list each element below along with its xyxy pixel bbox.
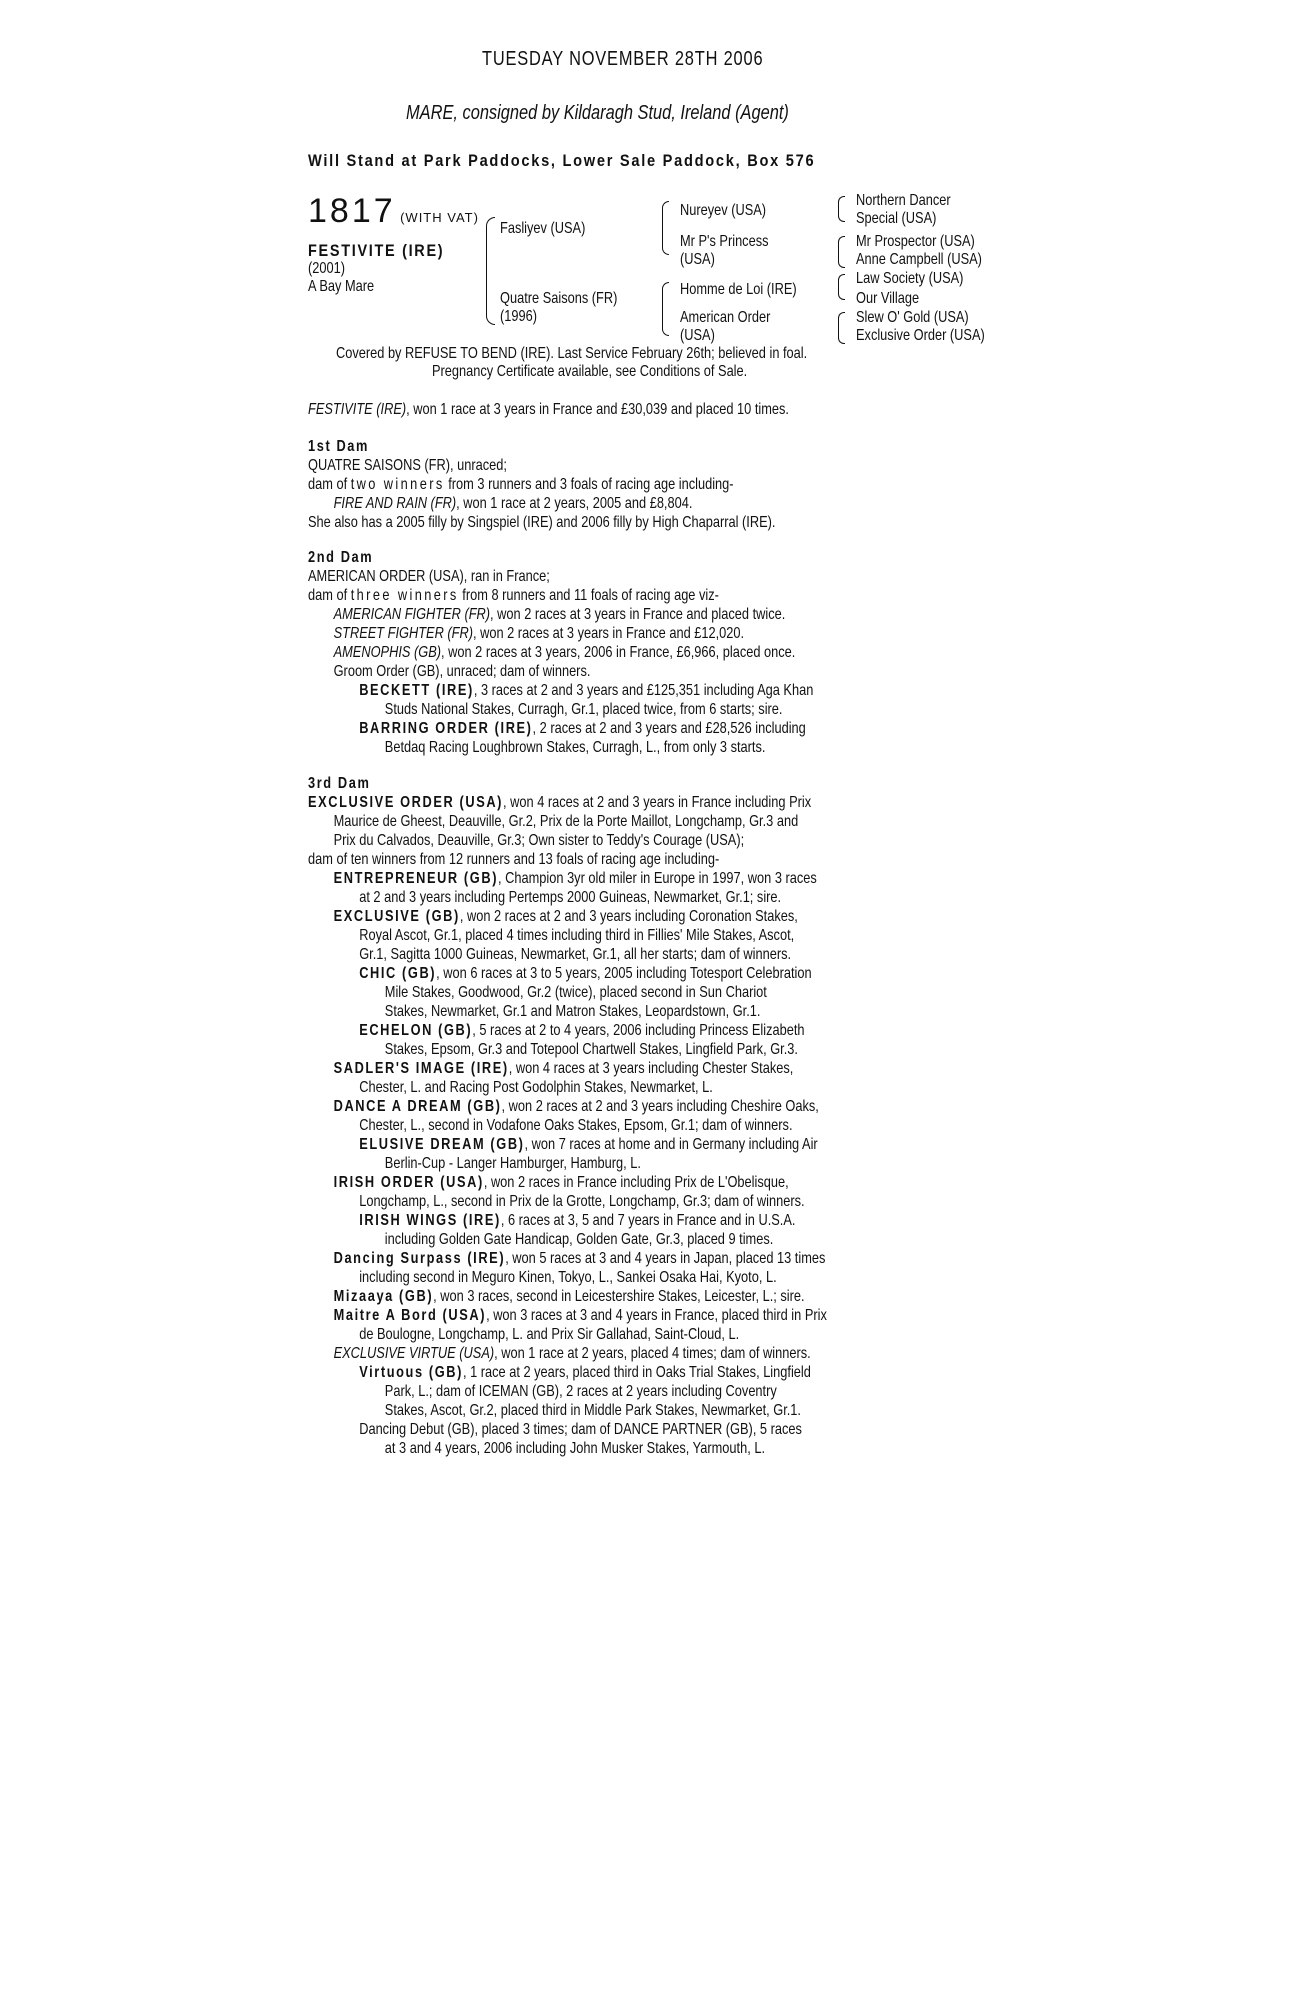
dam: Quatre Saisons (FR) xyxy=(500,290,618,307)
third-dam-line xyxy=(308,1135,827,1154)
third-dam-line xyxy=(308,1211,827,1230)
third-dam-line xyxy=(308,793,827,812)
first-dam-line: QUATRE SAISONS (FR), unraced; xyxy=(308,457,507,474)
text: , 2 races at 2 and 3 years and £28,526 including xyxy=(532,720,806,737)
sire-dam-2: (USA) xyxy=(680,251,715,268)
progeny-name: Virtuous (GB) xyxy=(359,1364,463,1381)
line-text: , won 2 races in France including Prix de L'Obelisque, xyxy=(483,1174,789,1191)
first-dam-line xyxy=(308,475,775,494)
third-dam-line xyxy=(308,1439,827,1458)
third-dam-line xyxy=(308,1059,827,1078)
dam-year: (1996) xyxy=(500,308,537,325)
progeny-name: EXCLUSIVE (GB) xyxy=(333,908,460,925)
third-dam-line xyxy=(308,1078,827,1097)
ancestor-7: Slew O' Gold (USA) xyxy=(856,309,969,326)
line-text: , won 2 races at 2 and 3 years including Cheshire Oaks, xyxy=(501,1098,819,1115)
ancestor-4: Anne Campbell (USA) xyxy=(856,251,982,268)
third-dam-line xyxy=(308,1002,827,1021)
horse-year: (2001) xyxy=(308,260,345,277)
third-dam-line xyxy=(308,1230,827,1249)
second-dam-line: Studs National Stakes, Curragh, Gr.1, placed twice, from 6 starts; sire. xyxy=(384,701,783,718)
line-text: , Champion 3yr old miler in Europe in 1997, won 3 races xyxy=(498,870,817,887)
third-dam-line xyxy=(308,850,827,869)
race-summary xyxy=(308,400,789,419)
text: dam of xyxy=(308,476,351,493)
dam-dam-2: (USA) xyxy=(680,327,715,344)
first-dam-section xyxy=(308,437,775,532)
third-dam-section xyxy=(308,774,827,1458)
vat-note: (WITH VAT) xyxy=(400,210,479,225)
text: , 3 races at 2 and 3 years and £125,351 including Aga Khan xyxy=(473,682,814,699)
horse-description: A Bay Mare xyxy=(308,278,375,295)
progeny-name: AMENOPHIS (GB) xyxy=(333,644,441,661)
progeny-name: SADLER'S IMAGE (IRE) xyxy=(333,1060,509,1077)
pedigree-brace-sire xyxy=(662,201,669,255)
progeny-name: ECHELON (GB) xyxy=(359,1022,473,1039)
third-dam-line xyxy=(308,1154,827,1173)
line-text: , won 2 races at 2 and 3 years including Coronation Stakes, xyxy=(459,908,798,925)
line-text: , 1 race at 2 years, placed third in Oaks Trial Stakes, Lingfield xyxy=(462,1364,811,1381)
line-text: Prix du Calvados, Deauville, Gr.3; Own sister to Teddy's Courage (USA); xyxy=(333,832,745,849)
ancestor-1: Northern Dancer xyxy=(856,192,951,209)
ancestor-8: Exclusive Order (USA) xyxy=(856,327,985,344)
progeny-name: Maitre A Bord (USA) xyxy=(333,1307,487,1324)
third-dam-heading: 3rd Dam xyxy=(308,775,371,792)
third-dam-line xyxy=(308,1382,827,1401)
second-dam-line xyxy=(308,605,813,624)
third-dam-line xyxy=(308,1268,827,1287)
third-dam-line xyxy=(308,1116,827,1135)
progeny-name: EXCLUSIVE ORDER (USA) xyxy=(308,794,504,811)
pedigree-brace-main xyxy=(486,217,495,325)
horse-name: FESTIVITE (IRE) xyxy=(308,241,445,260)
pedigree-brace-g4 xyxy=(838,312,845,344)
line-text: Gr.1, Sagitta 1000 Guineas, Newmarket, Gr.1, all her starts; dam of winners. xyxy=(359,946,792,963)
line-text: , won 3 races, second in Leicestershire Stakes, Leicester, L.; sire. xyxy=(433,1288,805,1305)
lot-number-group xyxy=(308,192,479,231)
line-text: Stakes, Ascot, Gr.2, placed third in Middle Park Stakes, Newmarket, Gr.1. xyxy=(384,1402,801,1419)
line-text: , won 4 races at 2 and 3 years in France including Prix xyxy=(503,794,812,811)
winners-count: two winners xyxy=(350,476,445,493)
third-dam-line xyxy=(308,1420,827,1439)
line-text: , won 3 races at 3 and 4 years in France, placed third in Prix xyxy=(486,1307,827,1324)
line-text: de Boulogne, Longchamp, L. and Prix Sir Gallahad, Saint-Cloud, L. xyxy=(359,1326,740,1343)
pedigree-brace-g2 xyxy=(838,236,845,268)
second-dam-section xyxy=(308,548,813,757)
pedigree-brace-g1 xyxy=(838,196,845,222)
text: from 8 runners and 11 foals of racing age viz- xyxy=(458,587,719,604)
sire-dam-1: Mr P's Princess xyxy=(680,233,769,250)
second-dam-line xyxy=(308,586,813,605)
pedigree-brace-dam xyxy=(662,282,669,336)
third-dam-line xyxy=(308,831,827,850)
third-dam-line xyxy=(308,1344,827,1363)
sale-date: TUESDAY NOVEMBER 28TH 2006 xyxy=(482,48,764,70)
second-dam-line: Groom Order (GB), unraced; dam of winners. xyxy=(333,663,591,680)
ancestor-6: Our Village xyxy=(856,290,920,307)
line-text: Berlin-Cup - Langer Hamburger, Hamburg, L. xyxy=(384,1155,641,1172)
dam-dam-1: American Order xyxy=(680,309,771,326)
ancestor-5: Law Society (USA) xyxy=(856,270,964,287)
line-text: Dancing Debut (GB), placed 3 times; dam of DANCE PARTNER (GB), 5 races xyxy=(359,1421,802,1438)
line-text: , 6 races at 3, 5 and 7 years in France and in U.S.A. xyxy=(500,1212,796,1229)
third-dam-line xyxy=(308,869,827,888)
dam-sire: Homme de Loi (IRE) xyxy=(680,281,797,298)
second-dam-line: AMERICAN ORDER (USA), ran in France; xyxy=(308,568,550,585)
summary-horse-name: FESTIVITE (IRE) xyxy=(308,401,407,418)
third-dam-lines xyxy=(308,793,827,1458)
third-dam-line xyxy=(308,1287,827,1306)
third-dam-line xyxy=(308,1401,827,1420)
sire: Fasliyev (USA) xyxy=(500,220,586,237)
line-text: Royal Ascot, Gr.1, placed 4 times including third in Fillies' Mile Stakes, Ascot, xyxy=(359,927,795,944)
covered-line-1: Covered by REFUSE TO BEND (IRE). Last Service February 26th; believed in foal. xyxy=(336,345,808,362)
progeny-name: Mizaaya (GB) xyxy=(333,1288,434,1305)
third-dam-line xyxy=(308,983,827,1002)
line-text: dam of ten winners from 12 runners and 13 foals of racing age including- xyxy=(308,851,720,868)
text: , won 2 races at 3 years in France and placed twice. xyxy=(490,606,786,623)
third-dam-line xyxy=(308,1021,827,1040)
third-dam-line xyxy=(308,1173,827,1192)
progeny-name: AMERICAN FIGHTER (FR) xyxy=(333,606,491,623)
text: , won 2 races at 3 years in France and £12,020. xyxy=(472,625,745,642)
line-text: Park, L.; dam of ICEMAN (GB), 2 races at 2 years including Coventry xyxy=(384,1383,777,1400)
third-dam-line xyxy=(308,945,827,964)
sire-sire: Nureyev (USA) xyxy=(680,202,767,219)
line-text: at 2 and 3 years including Pertemps 2000 Guineas, Newmarket, Gr.1; sire. xyxy=(359,889,782,906)
third-dam-line xyxy=(308,907,827,926)
third-dam-line xyxy=(308,1040,827,1059)
ancestor-3: Mr Prospector (USA) xyxy=(856,233,975,250)
summary-text: , won 1 race at 3 years in France and £30,039 and placed 10 times. xyxy=(406,401,789,418)
progeny-name: BECKETT (IRE) xyxy=(359,682,474,699)
line-text: Chester, L., second in Vodafone Oaks Stakes, Epsom, Gr.1; dam of winners. xyxy=(359,1117,793,1134)
line-text: including second in Meguro Kinen, Tokyo, L., Sankei Osaka Hai, Kyoto, L. xyxy=(359,1269,777,1286)
text: , won 1 race at 2 years, 2005 and £8,804. xyxy=(456,495,693,512)
progeny-name: ENTREPRENEUR (GB) xyxy=(333,870,499,887)
third-dam-line xyxy=(308,888,827,907)
second-dam-line xyxy=(308,681,813,700)
progeny-name: IRISH WINGS (IRE) xyxy=(359,1212,501,1229)
pedigree-brace-g3 xyxy=(838,274,845,300)
progeny-name: EXCLUSIVE VIRTUE (USA) xyxy=(333,1345,495,1362)
progeny-name: FIRE AND RAIN (FR) xyxy=(333,495,457,512)
line-text: Chester, L. and Racing Post Godolphin Stakes, Newmarket, L. xyxy=(359,1079,713,1096)
text: dam of xyxy=(308,587,351,604)
line-text: , won 1 race at 2 years, placed 4 times; dam of winners. xyxy=(494,1345,811,1362)
winners-count: three winners xyxy=(350,587,459,604)
stand-location: Will Stand at Park Paddocks, Lower Sale Paddock, Box 576 xyxy=(308,151,816,170)
first-dam-line xyxy=(308,494,775,513)
third-dam-line xyxy=(308,964,827,983)
third-dam-line xyxy=(308,1363,827,1382)
third-dam-line xyxy=(308,812,827,831)
progeny-name: DANCE A DREAM (GB) xyxy=(333,1098,502,1115)
first-dam-line: She also has a 2005 filly by Singspiel (IRE) and 2006 filly by High Chaparral (IRE). xyxy=(308,514,776,531)
line-text: Maurice de Gheest, Deauville, Gr.2, Prix de la Porte Maillot, Longchamp, Gr.3 and xyxy=(333,813,799,830)
line-text: Longchamp, L., second in Prix de la Grotte, Longchamp, Gr.3; dam of winners. xyxy=(359,1193,805,1210)
text: , won 2 races at 3 years, 2006 in France, £6,966, placed once. xyxy=(440,644,796,661)
covered-line-2: Pregnancy Certificate available, see Conditions of Sale. xyxy=(432,363,748,380)
line-text: , won 7 races at home and in Germany including Air xyxy=(524,1136,818,1153)
second-dam-heading: 2nd Dam xyxy=(308,549,374,566)
third-dam-line xyxy=(308,1192,827,1211)
second-dam-line: Betdaq Racing Loughbrown Stakes, Curragh, L., from only 3 starts. xyxy=(384,739,766,756)
progeny-name: CHIC (GB) xyxy=(359,965,437,982)
line-text: Stakes, Newmarket, Gr.1 and Matron Stakes, Leopardstown, Gr.1. xyxy=(384,1003,761,1020)
second-dam-line xyxy=(308,643,813,662)
line-text: Mile Stakes, Goodwood, Gr.2 (twice), placed second in Sun Chariot xyxy=(384,984,767,1001)
third-dam-line xyxy=(308,926,827,945)
text: from 3 runners and 3 foals of racing age including- xyxy=(444,476,734,493)
line-text: including Golden Gate Handicap, Golden Gate, Gr.3, placed 9 times. xyxy=(384,1231,774,1248)
third-dam-line xyxy=(308,1249,827,1268)
line-text: , won 4 races at 3 years including Chester Stakes, xyxy=(508,1060,794,1077)
lot-number: 1817 xyxy=(308,192,396,230)
third-dam-line xyxy=(308,1325,827,1344)
progeny-name: Dancing Surpass (IRE) xyxy=(333,1250,506,1267)
progeny-name: STREET FIGHTER (FR) xyxy=(333,625,473,642)
second-dam-line xyxy=(308,624,813,643)
line-text: at 3 and 4 years, 2006 including John Musker Stakes, Yarmouth, L. xyxy=(384,1440,765,1457)
line-text: Stakes, Epsom, Gr.3 and Totepool Chartwell Stakes, Lingfield Park, Gr.3. xyxy=(384,1041,798,1058)
line-text: , 5 races at 2 to 4 years, 2006 including Princess Elizabeth xyxy=(472,1022,805,1039)
ancestor-2: Special (USA) xyxy=(856,210,937,227)
third-dam-line xyxy=(308,1097,827,1116)
second-dam-line xyxy=(308,719,813,738)
first-dam-heading: 1st Dam xyxy=(308,438,369,455)
progeny-name: IRISH ORDER (USA) xyxy=(333,1174,484,1191)
progeny-name: BARRING ORDER (IRE) xyxy=(359,720,533,737)
progeny-name: ELUSIVE DREAM (GB) xyxy=(359,1136,525,1153)
line-text: , won 5 races at 3 and 4 years in Japan, placed 13 times xyxy=(505,1250,826,1267)
consignor-line: MARE, consigned by Kildaragh Stud, Ireland (Agent) xyxy=(406,102,789,124)
line-text: , won 6 races at 3 to 5 years, 2005 including Totesport Celebration xyxy=(436,965,812,982)
third-dam-line xyxy=(308,1306,827,1325)
